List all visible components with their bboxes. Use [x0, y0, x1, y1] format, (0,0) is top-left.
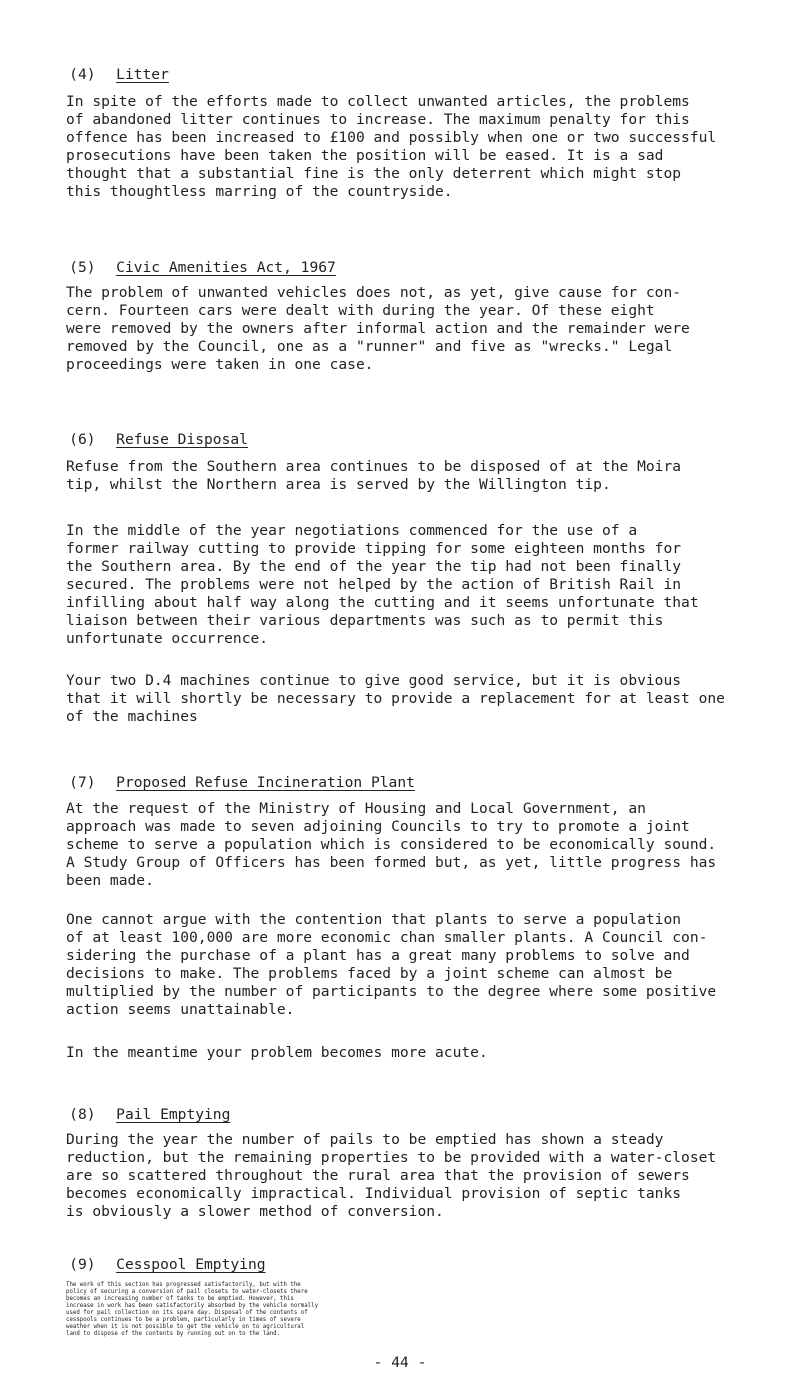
paragraph: Refuse from the Southern area continues to be disposed of at the Moira tip, whilst the Northern area is served by the Willington tip.: [66, 458, 682, 493]
section-title: Civic Amenities Act, 1967: [116, 259, 336, 276]
paragraph: One cannot argue with the contention that plants to serve a population of at least 100,000 are more economic chan smaller plants. A Council con- sidering the purchase of a plant has a great many problems to solve and decisions to make. The problems faced by a joint scheme can almost be multiplied by the number of participants to the degree where some positive action seems unattainable.: [66, 911, 717, 1018]
section-title: Cesspool Emptying: [116, 1256, 266, 1273]
paragraph: In the meantime your problem becomes more acute.: [66, 1044, 488, 1061]
section-number: (8): [69, 1106, 96, 1123]
paragraph: The work of this section has progressed satisfactorily, but with the policy of securing a conversion of pail closets to water-closets there becomes an increasing number of tanks to be emptied. However, this increase in work has been satisfactorily absorbed by the vehicle normally used for pail collection on its spare day. Disposal of the contents of cesspools continues to be a problem, particularly in times of severe weather when it is not possible to get the vehicle on to agricultural land to dispose of the contents by running out on to the land.: [66, 1282, 319, 1337]
section-number: (5): [69, 259, 96, 276]
paragraph: At the request of the Ministry of Housing and Local Government, an approach was made to seven adjoining Councils to try to promote a joint scheme to serve a population which is considered to be economically sound. A Study Group of Officers has been formed but, as yet, little progress has been made.: [66, 800, 717, 889]
paragraph: In the middle of the year negotiations commenced for the use of a former railway cutting to provide tipping for some eighteen months for the Southern area. By the end of the year the tip had not been finally secured. The problems were not helped by the action of British Rail in infilling about half way along the cutting and it seems unfortunate that liaison between their various departments was such as to permit this unfortunate occurrence.: [66, 522, 699, 647]
paragraph: In spite of the efforts made to collect unwanted articles, the problems of abandoned litter continues to increase. The maximum penalty for this offence has been increased to £100 and possibly when one or two successful prosecutions have been taken the position will be eased. It is a sad thought that a substantial fine is the only deterrent which might stop this thoughtless marring of the countryside.: [66, 93, 717, 200]
section-title: Proposed Refuse Incineration Plant: [116, 774, 415, 791]
section-title: Refuse Disposal: [116, 431, 248, 448]
page-number: - 44 -: [373, 1354, 427, 1371]
section-number: (4): [69, 66, 96, 83]
section-number: (6): [69, 431, 96, 448]
section-number: (7): [69, 774, 96, 791]
section-number: (9): [69, 1256, 96, 1273]
section-title: Litter: [116, 66, 169, 83]
section-title: Pail Emptying: [116, 1106, 231, 1123]
paragraph: During the year the number of pails to be emptied has shown a steady reduction, but the remaining properties to be provided with a water-closet are so scattered throughout the rural area that the provision of sewers becomes economically impractical. Individual provision of septic tanks is obviously a slower method of conversion.: [66, 1131, 717, 1220]
paragraph: Your two D.4 machines continue to give good service, but it is obvious that it will shortly be necessary to provide a replacement for at least one of the machines: [66, 672, 725, 725]
paragraph: The problem of unwanted vehicles does not, as yet, give cause for con- cern. Fourteen cars were dealt with during the year. Of these eight were removed by the owners after informal action and the remainder were removed by the Council, one as a "runner" and five as "wrecks." Legal proceedings were taken in one case.: [66, 284, 690, 373]
